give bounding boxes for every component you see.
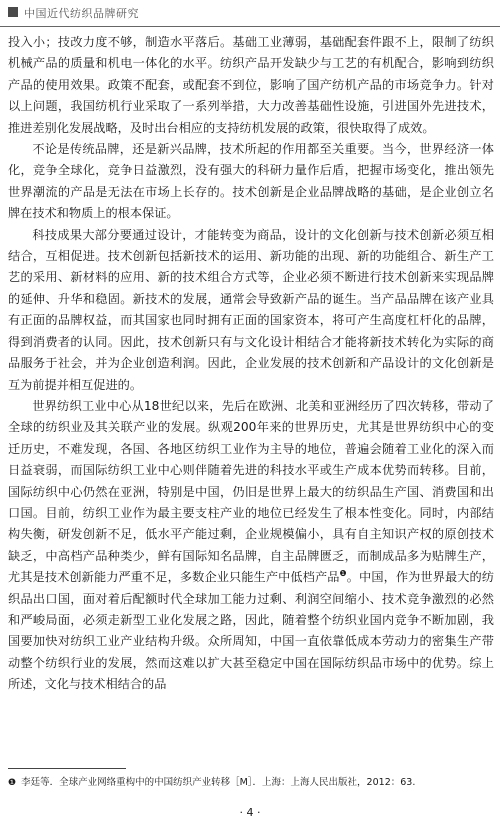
paragraph-4-part-b: 。中国，作为世界最大的纺织品出口国，面对着后配额时代全球加工能力过剩、利润空间缩小、技术竞争激烈的必然和严峻局面，必须走新型工业化发展之路，因此，随着整个纺织业国内竞争不断加剧，我国要加快对纺织工业产业结构升级。众所周知，中国一直依靠低成本劳动力的密集生产带动整个纺织行业的发展，然而这难以扩大甚至稳定中国在国际纺织品市场中的优势。综上所述，文化与技术相结合的品 [8,570,495,692]
paragraph-1: 投入小；技改力度不够，制造水平落后。基础工业薄弱，基础配套件跟不上，限制了纺织机械产品的质量和机电一体化的水平。纺织产品开发缺少与工艺的有机配合，影响到纺织产品的使用效果。政策不配套，或配套不到位，影响了国产纺机产品的市场竞争力。针对以上问题，我国纺机行业采取了一系列举措，大力改善基础性设施，引进国外先进技术，推进差别化发展战略，及时出台相应的支持纺机发展的政策，很快取得了成效。 [8,35,494,135]
footnote-reference[interactable]: ❶ [339,569,347,579]
body-text [8,32,494,696]
square-bullet-icon [8,7,18,17]
running-header [0,0,500,27]
paragraph-3: 科技成果大部分要通过设计，才能转变为商品，设计的文化创新与技术创新必须互相结合，互相促进。技术创新包括新技术的运用、新功能的出现、新的功能组合、新生产工艺的采用、新材料的应用、新的技术组合方式等，企业必须不断进行技术创新来实现品牌的延伸、升华和稳固。新技术的发展，通常会导致新产品的诞生。当产品品牌在该产业具有正面的品牌权益，而其国家也同时拥有正面的国家资本，将可产生高度杠杆化的品牌，得到消费者的认同。因此，技术创新只有与文化设计相结合才能将新技术转化为实际的商品服务于社会，并为企业创造利润。因此，企业发展的技术创新和产品设计的文化创新是互为前提并相互促进的。 [8,227,494,392]
footnote [8,776,494,790]
paragraph-4 [8,396,494,696]
footnote-mark: ❶ [8,778,17,788]
header-title: 中国近代纺织品牌研究 [24,7,139,20]
page-number: · 4 · [239,806,261,819]
footnote-divider [8,768,126,769]
paragraph-2: 不论是传统品牌，还是新兴品牌，技术所起的作用都至关重要。当今，世界经济一体化，竞争全球化，竞争日益激烈，没有强大的科研力量作后盾，把握市场变化，推出领先世界潮流的产品是无法在市场上长存的。技术创新是企业品牌战略的基础，是企业创立名牌在技术和物质上的根本保证。 [8,142,494,221]
footnote-text: 李廷等．全球产业网络重构中的中国纺织产业转移［M］．上海：上海人民出版社，2012：63. [21,777,416,788]
paragraph-4-part-a: 世界纺织工业中心从18世纪以来，先后在欧洲、北美和亚洲经历了四次转移，带动了全球的纺织业及其关联产业的发展。纵观200年来的世界历史，尤其是世界纺织中心的变迁历史，不难发现，各国、各地区纺织工业作为主导的地位，普遍会随着工业化的深入而日益衰弱，而国际纺织工业中心则伴随着先进的科技水平或生产成本优势而转移。目前，国际纺织中心仍然在亚洲，特别是中国，仍旧是世界上最大的纺织品生产国、消费国和出口国。目前，纺织工业作为最主要支柱产业的地位已经发生了根本性变化。同时，内部结构失衡，研发创新不足，低水平产能过剩，企业规模偏小，具有自主知识产权的原创技术缺乏，中高档产品种类少，鲜有国际知名品牌，自主品牌匮乏，而制成品多为贴牌生产，尤其是技术创新能力严重不足，多数企业只能生产中低档产品 [8,398,494,585]
